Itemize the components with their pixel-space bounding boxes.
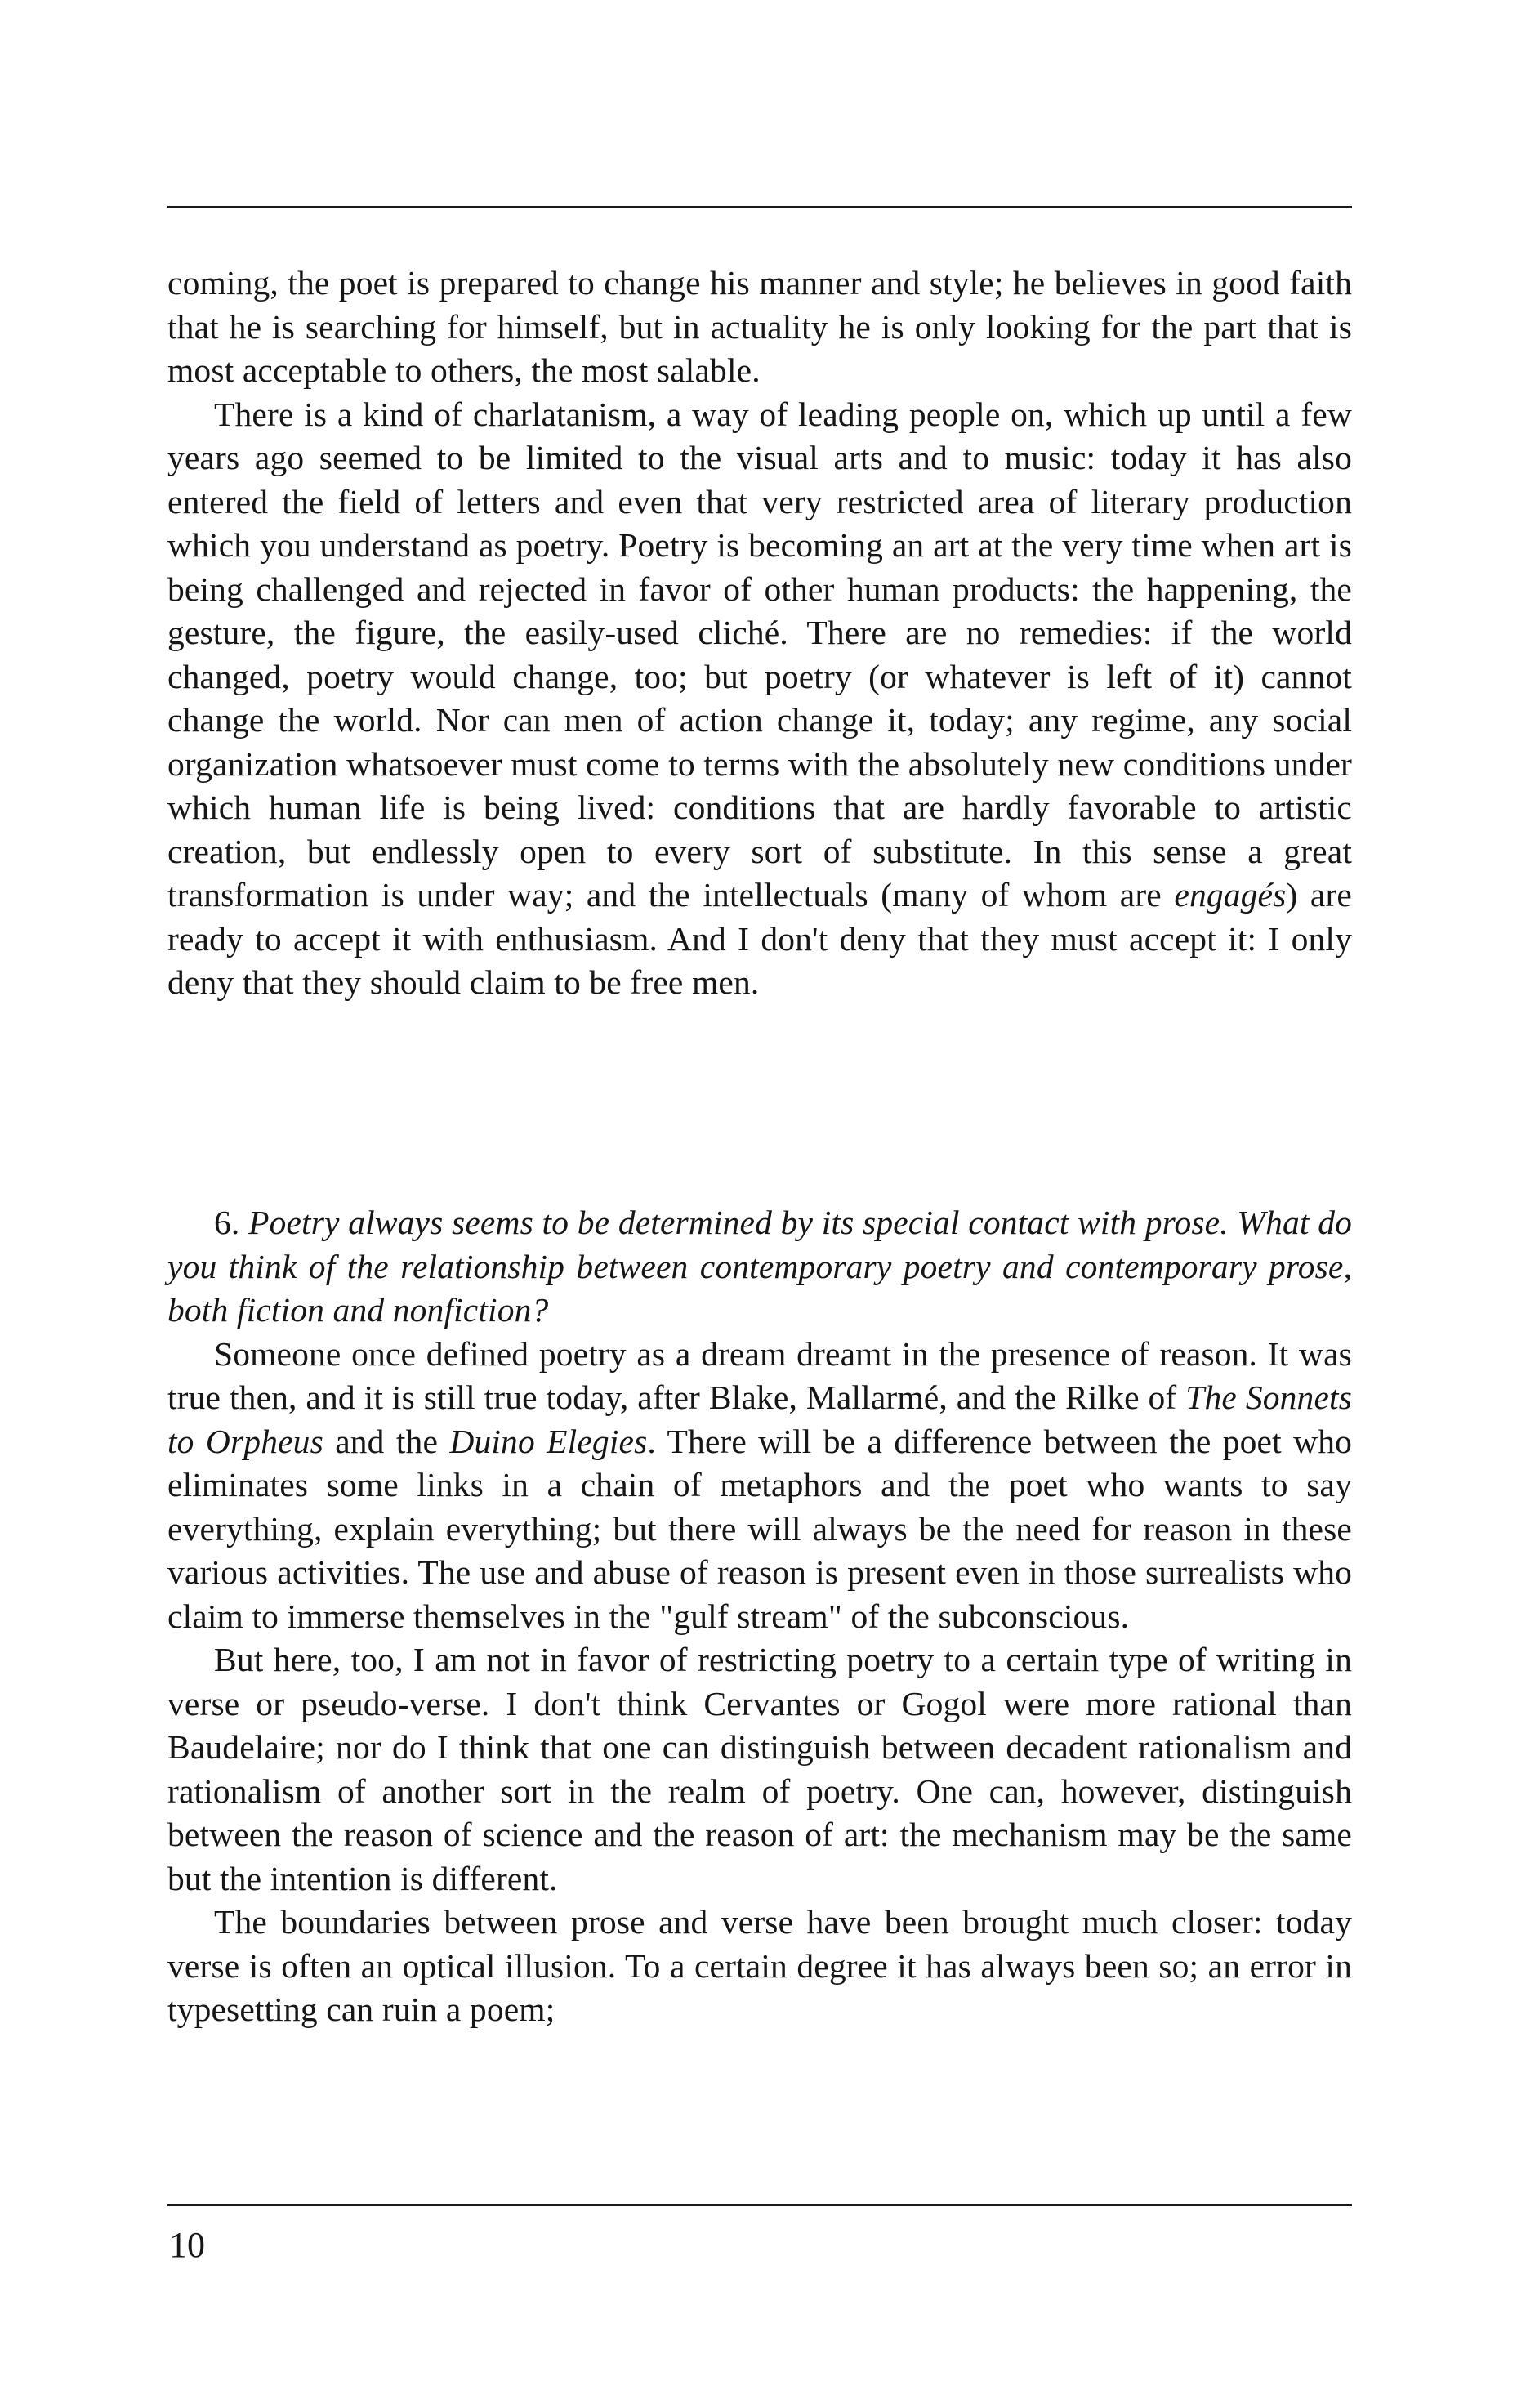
- text-block-question-6: [167, 1201, 1352, 2032]
- book-title-elegies: Duino Elegies: [449, 1422, 648, 1460]
- question-number: 6.: [214, 1204, 240, 1241]
- paragraph-text: . There will be a difference between the poet who eliminates some links in a chain of metaphors and the poet who wants to say everything, explain everything; but there will always be the need for reason in these various activities. The use and abuse of reason is present even in those surrealists who claim to immerse themselves in the "gulf stream" of the subconscious.: [167, 1422, 1352, 1635]
- paragraph-charlatanism: [167, 393, 1352, 1005]
- paragraph-boundaries: [167, 1901, 1352, 2032]
- text-block-continuation: [167, 261, 1352, 1005]
- paragraph-text: But here, too, I am not in favor of restricting poetry to a certain type of writing in verse or pseudo-verse. I don't think Cervantes or Gogol were more rational than Baudelaire; nor do I think that one can distinguish between decadent rationalism and rationalism of another sort in the realm of poetry. One can, however, distinguish between the reason of science and the reason of art: the mechanism may be the same but the intention is different.: [167, 1641, 1352, 1897]
- paragraph-text: Someone once defined poetry as a dream dreamt in the presence of reason. It was true then, and it is still true today, after Blake, Mallarmé, and the Rilke of: [167, 1334, 1352, 1416]
- paragraph-text: coming, the poet is prepared to change his manner and style; he believes in good faith that he is searching for himself, but in actuality he is only looking for the part that is most acceptable to others, the most salable.: [167, 264, 1352, 389]
- bottom-rule: [167, 2204, 1352, 2206]
- question-6: [167, 1201, 1352, 1333]
- paragraph-restricting: [167, 1638, 1352, 1901]
- paragraph-continued: [167, 261, 1352, 393]
- question-text: Poetry always seems to be determined by its special contact with prose. What do you think of the relationship between contemporary poetry and contemporary prose, both fiction and nonfiction?: [167, 1204, 1352, 1329]
- paragraph-text: There is a kind of charlatanism, a way of leading people on, which up until a few years ago seemed to be limited to the visual arts and to music: today it has also entered the field of letters and even that very restricted area of literary production which you understand as poetry. Poetry is becoming an art at the very time when art is being challenged and rejected in favor of other human products: the happening, the gesture, the figure, the easily-used cliché. There are no remedies: if the world changed, poetry would change, too; but poetry (or whatever is left of it) cannot change the world. Nor can men of action change it, today; any regime, any social organization whatsoever must come to terms with the absolutely new conditions under which human life is being lived: conditions that are hardly favorable to artistic creation, but endlessly open to every sort of substitute. In this sense a great transformation is under way; and the intellectuals (many of whom are: [167, 395, 1352, 914]
- page-number: 10: [169, 2225, 205, 2265]
- paragraph-text: and the: [335, 1422, 439, 1460]
- paragraph-dream: [167, 1333, 1352, 1639]
- book-title-sonnets: The Sonnets to Orpheus: [167, 1378, 1352, 1460]
- paragraph-text: The boundaries between prose and verse have been brought much closer: today verse is often an optical illusion. To a certain degree it has always been so; an error in typesetting can ruin a poem;: [167, 1903, 1352, 2028]
- top-rule: [167, 206, 1352, 208]
- italic-term: engagés: [1174, 876, 1287, 914]
- paragraph-text-end: ) are ready to accept it with enthusiasm. And I don't deny that they must accept it: I only deny that they should claim to be free men.: [167, 876, 1352, 1001]
